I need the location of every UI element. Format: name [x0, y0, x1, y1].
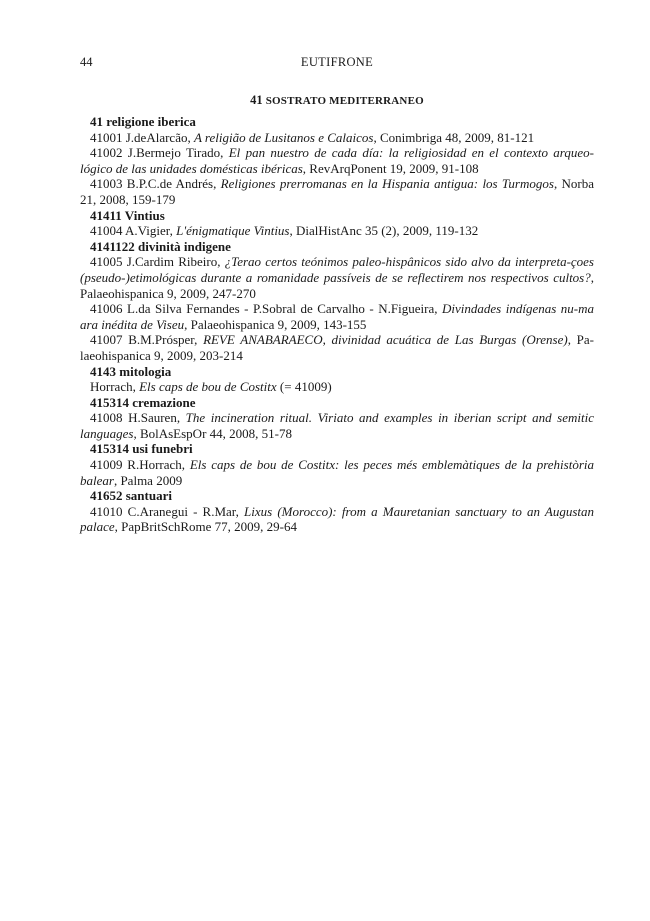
bibliography-entry — [80, 145, 594, 176]
entry-source: , Norba 21, 2008, 159-179 — [80, 176, 595, 207]
page-header — [80, 55, 594, 71]
entry-source: , Palaeohispanica 9, 2009, 247-270 — [80, 269, 594, 301]
subsection-title: 415314 cremazione — [90, 394, 196, 410]
subsection-title: 41411 Vintius — [90, 207, 165, 223]
entry-title: REVE ANABARAECO, divinidad acuática de Las Burgas (Orense) — [203, 332, 568, 348]
subsection-title: 415314 usi funebri — [90, 441, 193, 457]
bibliography-entry — [80, 379, 594, 395]
entry-source: , Palma 2009 — [113, 472, 183, 488]
entry-title: The incineration ritual. Viriato and examples in iberian script and semitic languages — [80, 410, 594, 441]
subsection-title: 41 religione iberica — [90, 114, 196, 129]
entry-title: Religiones prerromanas en la Hispania antigua: los Turmogos — [220, 176, 554, 192]
page-content — [80, 93, 594, 535]
entry-author: 41009 R.Horrach, — [90, 457, 190, 473]
entry-author: 41003 B.P.C.de Andrés, — [90, 176, 221, 192]
entry-source: , BolAsEspOr 44, 2008, 51-78 — [133, 425, 292, 441]
entry-source: , Pa-laeohispanica 9, 2009, 203-214 — [80, 332, 594, 363]
subsection-title: 4143 mitologia — [90, 363, 172, 379]
bibliography-entry — [80, 254, 594, 301]
entry-title: Els caps de bou de Costitx — [139, 379, 277, 395]
subsection-title: 41652 santuari — [90, 488, 172, 504]
entry-author: 41004 A.Vigier, — [90, 223, 177, 239]
entry-author: 41010 C.Aranegui - R.Mar, — [90, 503, 245, 519]
section-number: 41 — [250, 93, 263, 107]
bibliography-entry — [80, 223, 594, 239]
entry-source: , Palaeohispanica 9, 2009, 143-155 — [184, 316, 367, 332]
entry-author: 41005 J.Cardim Ribeiro, — [90, 254, 225, 270]
section-name: SOSTRATO MEDITERRANEO — [265, 95, 424, 107]
bibliography-entry — [80, 410, 594, 441]
entry-author: 41007 B.M.Prósper, — [90, 332, 204, 348]
bibliography-entry — [80, 301, 594, 332]
entry-source: (= 41009) — [276, 379, 332, 395]
entry-author: 41006 L.da Silva Fernandes - P.Sobral de Carvalho - N.Figueira, — [90, 301, 442, 317]
entry-author: Horrach, — [90, 379, 140, 395]
entry-author: 41001 J.deAlarcão, — [90, 129, 194, 145]
entry-author: 41008 H.Sauren, — [90, 410, 186, 426]
bibliography-entry — [80, 332, 594, 363]
entry-title: Els caps de bou de Costitx: les peces més emblemàtiques de la prehistòria balear — [80, 457, 594, 488]
bibliography-entry — [80, 504, 594, 535]
entry-source: , PapBritSchRome 77, 2009, 29-64 — [114, 519, 298, 535]
entry-source: , Conimbriga 48, 2009, 81-121 — [373, 129, 535, 145]
bibliography-entry — [80, 130, 594, 146]
entry-source: , DialHistAnc 35 (2), 2009, 119-132 — [289, 223, 479, 239]
bibliography-entry — [80, 176, 594, 207]
entry-author: 41002 J.Bermejo Tirado, — [90, 145, 229, 161]
entry-title: Divindades indígenas nu-ma ara inédita de Viseu — [80, 301, 595, 332]
entry-title: El pan nuestro de cada día: la religiosidad en el contexto arqueo-lógico de las unidades domésticas ibéricas — [80, 145, 594, 176]
running-title: EUTIFRONE — [300, 55, 374, 69]
entry-title: A religião de Lusitanos e Calaicos — [193, 129, 374, 145]
entry-title: Lixus (Morocco): from a Mauretanian sanctuary to an Augustan palace — [80, 503, 595, 535]
entry-source: , RevArqPonent 19, 2009, 91-108 — [302, 160, 479, 176]
entry-title: ¿Terao certos teónimos paleo-hispânicos sido alvo da interpreta-çoes (pseudo-)etimológicas durante a romanidade passíveis de se reflectirem nos respectivos cultos? — [80, 254, 594, 285]
page-number: 44 — [80, 55, 93, 69]
subsection-title: 4141122 divinità indigene — [90, 238, 231, 254]
bibliography-entry — [80, 457, 594, 488]
section-title — [80, 93, 594, 108]
entry-title: L'énigmatique Vintius — [176, 223, 290, 239]
